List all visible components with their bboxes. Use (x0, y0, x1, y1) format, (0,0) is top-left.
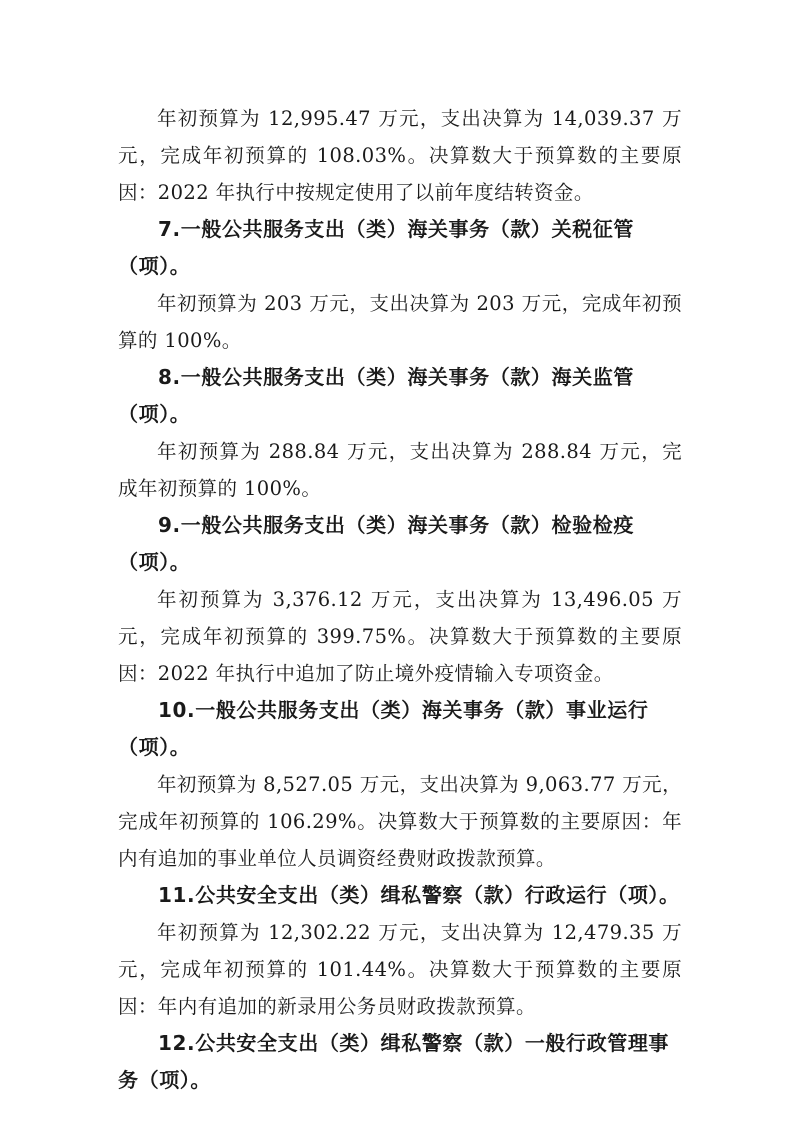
paragraph-item-8: 年初预算为 288.84 万元，支出决算为 288.84 万元，完成年初预算的 100%。 (118, 440, 682, 500)
heading-item-10: 10.一般公共服务支出（类）海关事务（款）事业运行（项）。 (118, 698, 649, 759)
heading-item-7: 7.一般公共服务支出（类）海关事务（款）关税征管（项）。 (118, 217, 634, 278)
document-page (118, 100, 682, 1099)
heading-item-8: 8.一般公共服务支出（类）海关事务（款）海关监管（项）。 (118, 365, 634, 426)
paragraph-item-11: 年初预算为 12,302.22 万元，支出决算为 12,479.35 万元，完成年初预算的 101.44%。决算数大于预算数的主要原因：年内有追加的新录用公务员财政拨款预算。 (118, 921, 682, 1018)
paragraph-budget-carryover: 年初预算为 12,995.47 万元，支出决算为 14,039.37 万元，完成年初预算的 108.03%。决算数大于预算数的主要原因：2022 年执行中按规定使用了以前年度结转资金。 (118, 107, 682, 204)
heading-item-12: 12.公共安全支出（类）缉私警察（款）一般行政管理事务（项）。 (118, 1031, 670, 1092)
paragraph-item-10: 年初预算为 8,527.05 万元，支出决算为 9,063.77 万元，完成年初预算的 106.29%。决算数大于预算数的主要原因：年内有追加的事业单位人员调资经费财政拨款预算。 (118, 773, 682, 870)
heading-item-11: 11.公共安全支出（类）缉私警察（款）行政运行（项）。 (158, 883, 680, 907)
heading-item-9: 9.一般公共服务支出（类）海关事务（款）检验检疫（项）。 (118, 513, 634, 574)
paragraph-item-7: 年初预算为 203 万元，支出决算为 203 万元，完成年初预算的 100%。 (118, 292, 682, 352)
paragraph-item-9: 年初预算为 3,376.12 万元，支出决算为 13,496.05 万元，完成年初预算的 399.75%。决算数大于预算数的主要原因：2022 年执行中追加了防止境外疫情输入专项资金。 (118, 588, 682, 685)
